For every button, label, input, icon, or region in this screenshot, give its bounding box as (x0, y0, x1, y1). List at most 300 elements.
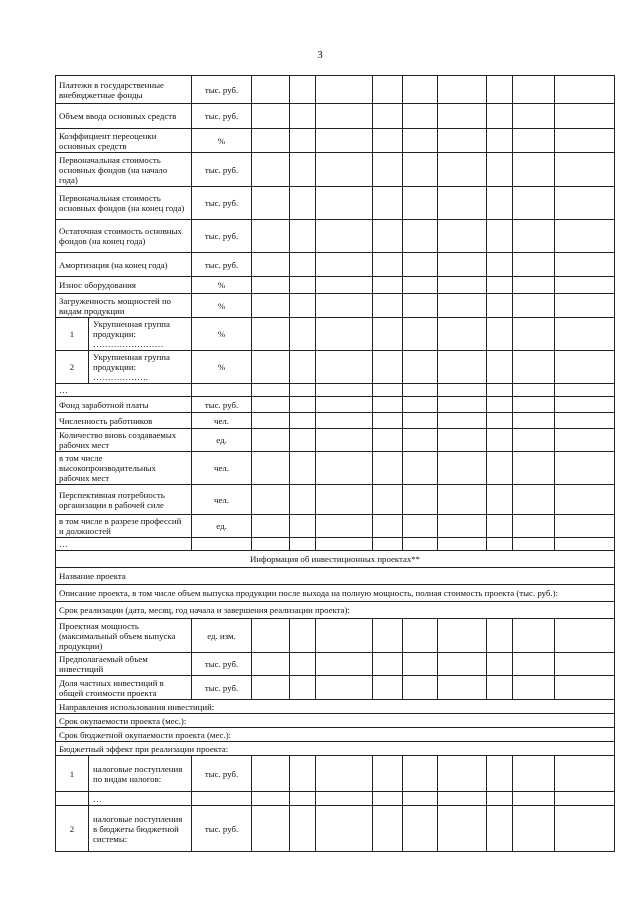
empty-cell (316, 397, 373, 413)
empty-cell (403, 253, 438, 277)
empty-cell (403, 277, 438, 294)
empty-cell (290, 104, 316, 129)
table-row (56, 104, 615, 129)
table-row (56, 728, 615, 742)
empty-cell (438, 452, 487, 485)
row-unit: % (192, 277, 252, 294)
empty-cell (555, 485, 615, 515)
table-row (56, 413, 615, 429)
empty-cell (487, 351, 513, 384)
row-unit: тыс. руб. (192, 676, 252, 700)
empty-cell (403, 429, 438, 452)
empty-cell (316, 452, 373, 485)
empty-cell (438, 76, 487, 104)
empty-cell (316, 538, 373, 551)
row-unit: тыс. руб. (192, 153, 252, 187)
empty-cell (252, 756, 290, 792)
empty-cell (403, 104, 438, 129)
table-row (56, 253, 615, 277)
table-row (56, 153, 615, 187)
empty-cell (403, 129, 438, 153)
empty-cell (290, 76, 316, 104)
page-number: 3 (317, 49, 323, 61)
row-label: Укрупненная группа продукции: ………………. (89, 351, 192, 384)
row-unit: % (192, 318, 252, 351)
empty-cell (513, 397, 555, 413)
table-row (56, 792, 615, 806)
row-unit: % (192, 129, 252, 153)
empty-cell (555, 253, 615, 277)
empty-cell (316, 429, 373, 452)
table-row (56, 129, 615, 153)
table-row (56, 384, 615, 397)
empty-cell (290, 756, 316, 792)
empty-cell (403, 806, 438, 852)
empty-cell (373, 792, 403, 806)
empty-cell (438, 806, 487, 852)
empty-cell (252, 806, 290, 852)
row-label: Объем ввода основных средств (56, 104, 192, 129)
empty-cell (403, 187, 438, 220)
empty-cell (373, 397, 403, 413)
empty-cell (513, 792, 555, 806)
empty-cell (438, 485, 487, 515)
empty-cell (316, 653, 373, 676)
empty-cell (403, 538, 438, 551)
empty-cell (487, 104, 513, 129)
row-label: Загруженность мощностей по видам продукции (56, 294, 192, 318)
empty-cell (373, 538, 403, 551)
row-label: Платежи в государственные внебюджетные фонды (56, 76, 192, 104)
empty-cell (513, 129, 555, 153)
row-number: 2 (56, 351, 89, 384)
empty-cell (513, 253, 555, 277)
row-unit: тыс. руб. (192, 397, 252, 413)
empty-cell (438, 413, 487, 429)
table-row (56, 585, 615, 602)
empty-cell (373, 429, 403, 452)
empty-cell (513, 351, 555, 384)
empty-cell (252, 277, 290, 294)
empty-cell (487, 294, 513, 318)
empty-cell (316, 792, 373, 806)
empty-cell (192, 384, 252, 397)
empty-cell (373, 485, 403, 515)
empty-cell (555, 756, 615, 792)
empty-cell (438, 515, 487, 538)
table-row (56, 676, 615, 700)
empty-cell (513, 676, 555, 700)
empty-cell (403, 653, 438, 676)
empty-cell (487, 515, 513, 538)
empty-cell (487, 806, 513, 852)
empty-cell (290, 220, 316, 253)
empty-cell (403, 384, 438, 397)
empty-cell (373, 277, 403, 294)
table-row (56, 485, 615, 515)
empty-cell (290, 384, 316, 397)
empty-cell (403, 676, 438, 700)
table-row (56, 294, 615, 318)
row-label: Первоначальная стоимость основных фондов (на начало года) (56, 153, 192, 187)
empty-cell (487, 153, 513, 187)
row-unit: тыс. руб. (192, 187, 252, 220)
empty-cell (252, 153, 290, 187)
table-row (56, 756, 615, 792)
ellipsis-row: … (89, 792, 192, 806)
table-row (56, 742, 615, 756)
empty-cell (252, 413, 290, 429)
row-unit: тыс. руб. (192, 756, 252, 792)
table-row (56, 568, 615, 585)
empty-cell (316, 485, 373, 515)
report-table (55, 75, 615, 852)
empty-cell (252, 538, 290, 551)
empty-cell (513, 104, 555, 129)
empty-cell (373, 756, 403, 792)
empty-cell (252, 397, 290, 413)
empty-cell (373, 806, 403, 852)
empty-cell (487, 538, 513, 551)
empty-cell (252, 318, 290, 351)
empty-cell (373, 413, 403, 429)
empty-cell (555, 538, 615, 551)
empty-cell (555, 76, 615, 104)
empty-cell (316, 277, 373, 294)
empty-cell (316, 676, 373, 700)
empty-cell (252, 104, 290, 129)
empty-cell (438, 792, 487, 806)
empty-cell (513, 538, 555, 551)
empty-cell (513, 277, 555, 294)
empty-cell (555, 806, 615, 852)
empty-cell (487, 397, 513, 413)
row-unit: ед. изм. (192, 619, 252, 653)
empty-cell (403, 397, 438, 413)
empty-cell (555, 104, 615, 129)
empty-cell (316, 318, 373, 351)
empty-cell (290, 429, 316, 452)
table-row (56, 602, 615, 619)
empty-cell (252, 220, 290, 253)
empty-cell (487, 253, 513, 277)
empty-cell (438, 129, 487, 153)
empty-cell (555, 792, 615, 806)
empty-cell (555, 187, 615, 220)
empty-cell (252, 619, 290, 653)
empty-cell (192, 538, 252, 551)
empty-cell (290, 413, 316, 429)
empty-cell (373, 104, 403, 129)
empty-cell (513, 153, 555, 187)
directions-label: Направления использования инвестиций: (56, 700, 615, 714)
empty-cell (290, 515, 316, 538)
empty-cell (487, 676, 513, 700)
empty-cell (555, 294, 615, 318)
empty-cell (373, 351, 403, 384)
empty-cell (487, 756, 513, 792)
empty-cell (487, 452, 513, 485)
empty-cell (403, 413, 438, 429)
empty-cell (555, 429, 615, 452)
empty-cell (290, 129, 316, 153)
empty-cell (290, 653, 316, 676)
empty-cell (487, 792, 513, 806)
empty-cell (290, 318, 316, 351)
empty-cell (555, 413, 615, 429)
empty-cell (403, 452, 438, 485)
empty-cell (252, 653, 290, 676)
empty-cell (438, 294, 487, 318)
empty-cell (373, 129, 403, 153)
empty-cell (513, 76, 555, 104)
empty-cell (373, 253, 403, 277)
empty-cell (438, 104, 487, 129)
empty-cell (290, 676, 316, 700)
empty-cell (438, 619, 487, 653)
empty-cell (290, 485, 316, 515)
empty-cell (252, 452, 290, 485)
empty-cell (438, 756, 487, 792)
empty-cell (513, 653, 555, 676)
empty-cell (438, 318, 487, 351)
empty-cell (316, 515, 373, 538)
empty-cell (555, 129, 615, 153)
row-label: Остаточная стоимость основных фондов (на конец года) (56, 220, 192, 253)
project-term-label: Срок реализации (дата, месяц, год начала и завершения реализации проекта): (56, 602, 615, 619)
budget-effect-label: Бюджетный эффект при реализации проекта: (56, 742, 615, 756)
empty-cell (513, 294, 555, 318)
table-row (56, 551, 615, 568)
empty-cell (252, 187, 290, 220)
row-label: Количество вновь создаваемых рабочих мест (56, 429, 192, 452)
empty-cell (290, 792, 316, 806)
empty-cell (438, 351, 487, 384)
empty-cell (403, 294, 438, 318)
empty-cell (438, 676, 487, 700)
empty-cell (403, 153, 438, 187)
empty-cell (513, 429, 555, 452)
empty-cell (555, 619, 615, 653)
row-unit: ед. (192, 429, 252, 452)
empty-cell (487, 76, 513, 104)
empty-cell (438, 653, 487, 676)
empty-cell (290, 806, 316, 852)
empty-cell (252, 485, 290, 515)
table-row (56, 318, 615, 351)
empty-cell (555, 384, 615, 397)
row-unit: % (192, 351, 252, 384)
empty-cell (487, 318, 513, 351)
row-unit: тыс. руб. (192, 220, 252, 253)
empty-cell (513, 220, 555, 253)
empty-cell (555, 653, 615, 676)
row-label: Первоначальная стоимость основных фондов (на конец года) (56, 187, 192, 220)
empty-cell (403, 485, 438, 515)
empty-cell (316, 153, 373, 187)
row-label: налоговые поступления по видам налогов: (89, 756, 192, 792)
empty-cell (513, 756, 555, 792)
budget-payback-label: Срок бюджетной окупаемости проекта (мес.): (56, 728, 615, 742)
empty-cell (373, 384, 403, 397)
empty-cell (252, 294, 290, 318)
empty-cell (56, 792, 89, 806)
row-label: Перспективная потребность организации в рабочей силе (56, 485, 192, 515)
empty-cell (438, 397, 487, 413)
row-unit: тыс. руб. (192, 806, 252, 852)
empty-cell (487, 384, 513, 397)
row-label: Фонд заработной платы (56, 397, 192, 413)
empty-cell (555, 351, 615, 384)
empty-cell (316, 351, 373, 384)
empty-cell (192, 792, 252, 806)
empty-cell (316, 619, 373, 653)
empty-cell (290, 277, 316, 294)
row-unit: тыс. руб. (192, 653, 252, 676)
row-number: 1 (56, 756, 89, 792)
empty-cell (290, 351, 316, 384)
empty-cell (513, 318, 555, 351)
empty-cell (555, 318, 615, 351)
ellipsis-row: … (56, 538, 192, 551)
empty-cell (252, 253, 290, 277)
row-unit: % (192, 294, 252, 318)
empty-cell (373, 187, 403, 220)
empty-cell (487, 129, 513, 153)
empty-cell (373, 676, 403, 700)
empty-cell (487, 187, 513, 220)
table-row (56, 619, 615, 653)
empty-cell (403, 76, 438, 104)
empty-cell (438, 220, 487, 253)
row-number: 1 (56, 318, 89, 351)
row-label: Амортизация (на конец года) (56, 253, 192, 277)
empty-cell (555, 515, 615, 538)
empty-cell (438, 187, 487, 220)
empty-cell (487, 485, 513, 515)
row-number: 2 (56, 806, 89, 852)
row-label: Доля частных инвестиций в общей стоимости проекта (56, 676, 192, 700)
empty-cell (290, 187, 316, 220)
empty-cell (555, 452, 615, 485)
row-label: в том числе в разрезе профессий и должностей (56, 515, 192, 538)
empty-cell (316, 806, 373, 852)
empty-cell (555, 397, 615, 413)
row-label: Износ оборудования (56, 277, 192, 294)
empty-cell (316, 187, 373, 220)
empty-cell (316, 413, 373, 429)
empty-cell (290, 452, 316, 485)
empty-cell (252, 76, 290, 104)
empty-cell (438, 253, 487, 277)
row-label: Коэффициент переоценки основных средств (56, 129, 192, 153)
empty-cell (373, 515, 403, 538)
row-label: Проектная мощность (максимальный объем выпуска продукции) (56, 619, 192, 653)
empty-cell (513, 515, 555, 538)
ellipsis-row: … (56, 384, 192, 397)
empty-cell (513, 485, 555, 515)
table-row (56, 538, 615, 551)
empty-cell (403, 756, 438, 792)
table-row (56, 714, 615, 728)
table-row (56, 700, 615, 714)
empty-cell (252, 129, 290, 153)
empty-cell (555, 220, 615, 253)
empty-cell (487, 413, 513, 429)
row-unit: чел. (192, 452, 252, 485)
table-row (56, 220, 615, 253)
empty-cell (290, 153, 316, 187)
table-row (56, 452, 615, 485)
table-row (56, 187, 615, 220)
empty-cell (487, 220, 513, 253)
empty-cell (316, 253, 373, 277)
empty-cell (252, 429, 290, 452)
row-label: налоговые поступления в бюджеты бюджетной системы: (89, 806, 192, 852)
empty-cell (403, 792, 438, 806)
row-label: Предполагаемый объем инвестиций (56, 653, 192, 676)
row-unit: ед. (192, 515, 252, 538)
empty-cell (290, 619, 316, 653)
table-row (56, 653, 615, 676)
empty-cell (373, 452, 403, 485)
empty-cell (438, 153, 487, 187)
empty-cell (487, 429, 513, 452)
payback-label: Срок окупаемости проекта (мес.): (56, 714, 615, 728)
row-unit: тыс. руб. (192, 104, 252, 129)
empty-cell (373, 653, 403, 676)
empty-cell (290, 294, 316, 318)
empty-cell (513, 806, 555, 852)
empty-cell (316, 76, 373, 104)
empty-cell (513, 452, 555, 485)
row-unit: чел. (192, 413, 252, 429)
empty-cell (555, 277, 615, 294)
empty-cell (290, 253, 316, 277)
empty-cell (290, 538, 316, 551)
empty-cell (513, 413, 555, 429)
empty-cell (316, 294, 373, 318)
empty-cell (438, 429, 487, 452)
row-label: Укрупненная группа продукции: …………………… (89, 318, 192, 351)
empty-cell (373, 220, 403, 253)
empty-cell (252, 792, 290, 806)
empty-cell (403, 220, 438, 253)
empty-cell (487, 619, 513, 653)
row-label: в том числе высокопроизводительных рабочих мест (56, 452, 192, 485)
empty-cell (487, 277, 513, 294)
empty-cell (316, 756, 373, 792)
empty-cell (252, 515, 290, 538)
project-name-label: Название проекта (56, 568, 615, 585)
empty-cell (373, 76, 403, 104)
table-row (56, 515, 615, 538)
empty-cell (403, 318, 438, 351)
empty-cell (373, 294, 403, 318)
row-unit: тыс. руб. (192, 76, 252, 104)
row-unit: тыс. руб. (192, 253, 252, 277)
empty-cell (487, 653, 513, 676)
empty-cell (513, 384, 555, 397)
table-row (56, 76, 615, 104)
empty-cell (316, 104, 373, 129)
table-row (56, 397, 615, 413)
empty-cell (513, 187, 555, 220)
project-description-label: Описание проекта, в том числе объем выпуска продукции после выхода на полную мощность, полная стоимость проекта (тыс. руб.): (56, 585, 615, 602)
empty-cell (403, 619, 438, 653)
empty-cell (316, 220, 373, 253)
section-heading: Информация об инвестиционных проектах** (56, 551, 615, 568)
